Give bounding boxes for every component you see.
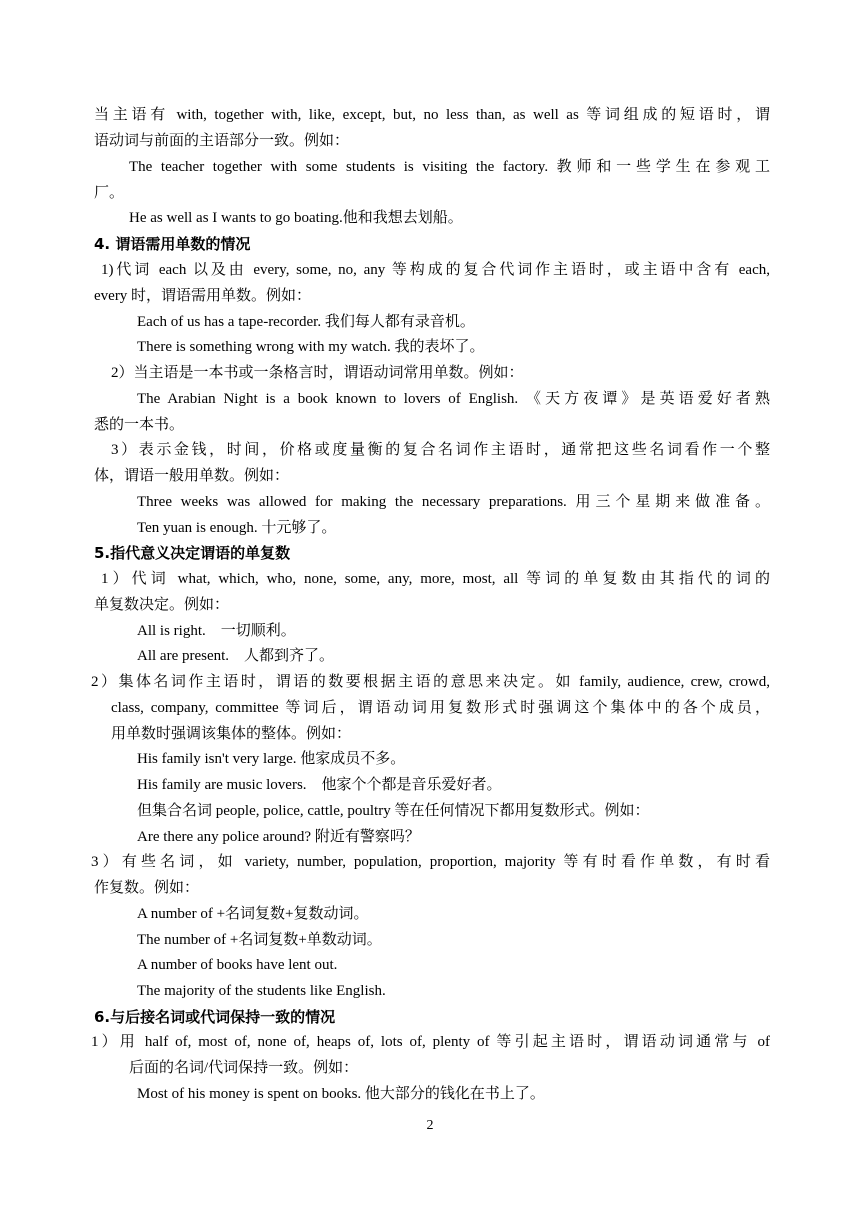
example-line: A number of +名词复数+复数动词。 xyxy=(137,906,369,922)
text-line: 3）表示金钱，时间，价格或度量衡的复合名词作主语时，通常把这些名词看作一个整 xyxy=(111,442,770,458)
text-line: 1)代词 each 以及由 every, some, no, any 等构成的复合代词作主语时，或主语中含有 each, xyxy=(101,262,770,278)
text-line: 单复数决定。例如： xyxy=(94,597,230,613)
section-heading: 4. 谓语需用单数的情况 xyxy=(94,235,251,253)
example-line: The majority of the students like English. xyxy=(137,983,386,999)
example-line: The Arabian Night is a book known to lovers of English. 《天方夜谭》是英语爱好者熟 xyxy=(137,391,770,407)
example-line: All are present. 人都到齐了。 xyxy=(137,648,335,664)
example-line: His family are music lovers. 他家个个都是音乐爱好者。 xyxy=(137,777,502,793)
text-line: 语动词与前面的主语部分一致。例如： xyxy=(94,133,350,149)
example-line: A number of books have lent out. xyxy=(137,957,338,973)
text-line: 2）集体名词作主语时，谓语的数要根据主语的意思来决定。如 family, audience, crew, crowd, xyxy=(91,674,770,690)
example-line: Are there any police around? 附近有警察吗？ xyxy=(137,829,420,845)
example-line: There is something wrong with my watch. 我的表坏了。 xyxy=(137,339,485,355)
text-line: 1）代词 what, which, who, none, some, any, more, most, all 等词的单复数由其指代的词的 xyxy=(101,571,770,587)
example-line: 但集合名词 people, police, cattle, poultry 等在任何情况下都用复数形式。例如： xyxy=(137,803,650,819)
text-line: 用单数时强调该集体的整体。例如： xyxy=(111,726,352,742)
example-line: The number of +名词复数+单数动词。 xyxy=(137,932,382,948)
example-line: The teacher together with some students is visiting the factory. 教师和一些学生在参观工 xyxy=(129,159,770,175)
text-line: 厂。 xyxy=(94,185,125,201)
text-line: 作复数。例如： xyxy=(94,880,200,896)
text-line: every 时，谓语需用单数。例如： xyxy=(94,288,312,304)
page-number: 2 xyxy=(426,1118,434,1133)
example-line: Ten yuan is enough. 十元够了。 xyxy=(137,520,337,536)
text-line: 当主语有 with, together with, like, except, but, no less than, as well as 等词组成的短语时，谓 xyxy=(94,107,770,123)
example-line: He as well as I wants to go boating.他和我想去划船。 xyxy=(129,210,463,226)
text-line: 2）当主语是一本书或一条格言时，谓语动词常用单数。例如： xyxy=(111,365,524,381)
text-line: 体，谓语一般用单数。例如： xyxy=(94,468,290,484)
text-line: class, company, committee 等词后，谓语动词用复数形式时强调这个集体中的各个成员， xyxy=(111,700,770,716)
text-line: 1）用 half of, most of, none of, heaps of, lots of, plenty of 等引起主语时，谓语动词通常与 of xyxy=(91,1034,770,1050)
example-line: His family isn't very large. 他家成员不多。 xyxy=(137,751,406,767)
section-heading: 6.与后接名词或代词保持一致的情况 xyxy=(94,1008,336,1026)
text-line: 3）有些名词，如 variety, number, population, proportion, majority 等有时看作单数，有时看 xyxy=(91,854,770,870)
text-line: 悉的一本书。 xyxy=(94,417,185,433)
example-line: Most of his money is spent on books. 他大部分的钱化在书上了。 xyxy=(137,1086,545,1102)
example-line: Three weeks was allowed for making the necessary preparations. 用三个星期来做准备。 xyxy=(137,494,770,510)
section-heading: 5.指代意义决定谓语的单复数 xyxy=(94,544,291,562)
text-line: 后面的名词/代词保持一致。例如： xyxy=(129,1060,359,1076)
example-line: All is right. 一切顺利。 xyxy=(137,623,296,639)
example-line: Each of us has a tape-recorder. 我们每人都有录音机。 xyxy=(137,314,475,330)
